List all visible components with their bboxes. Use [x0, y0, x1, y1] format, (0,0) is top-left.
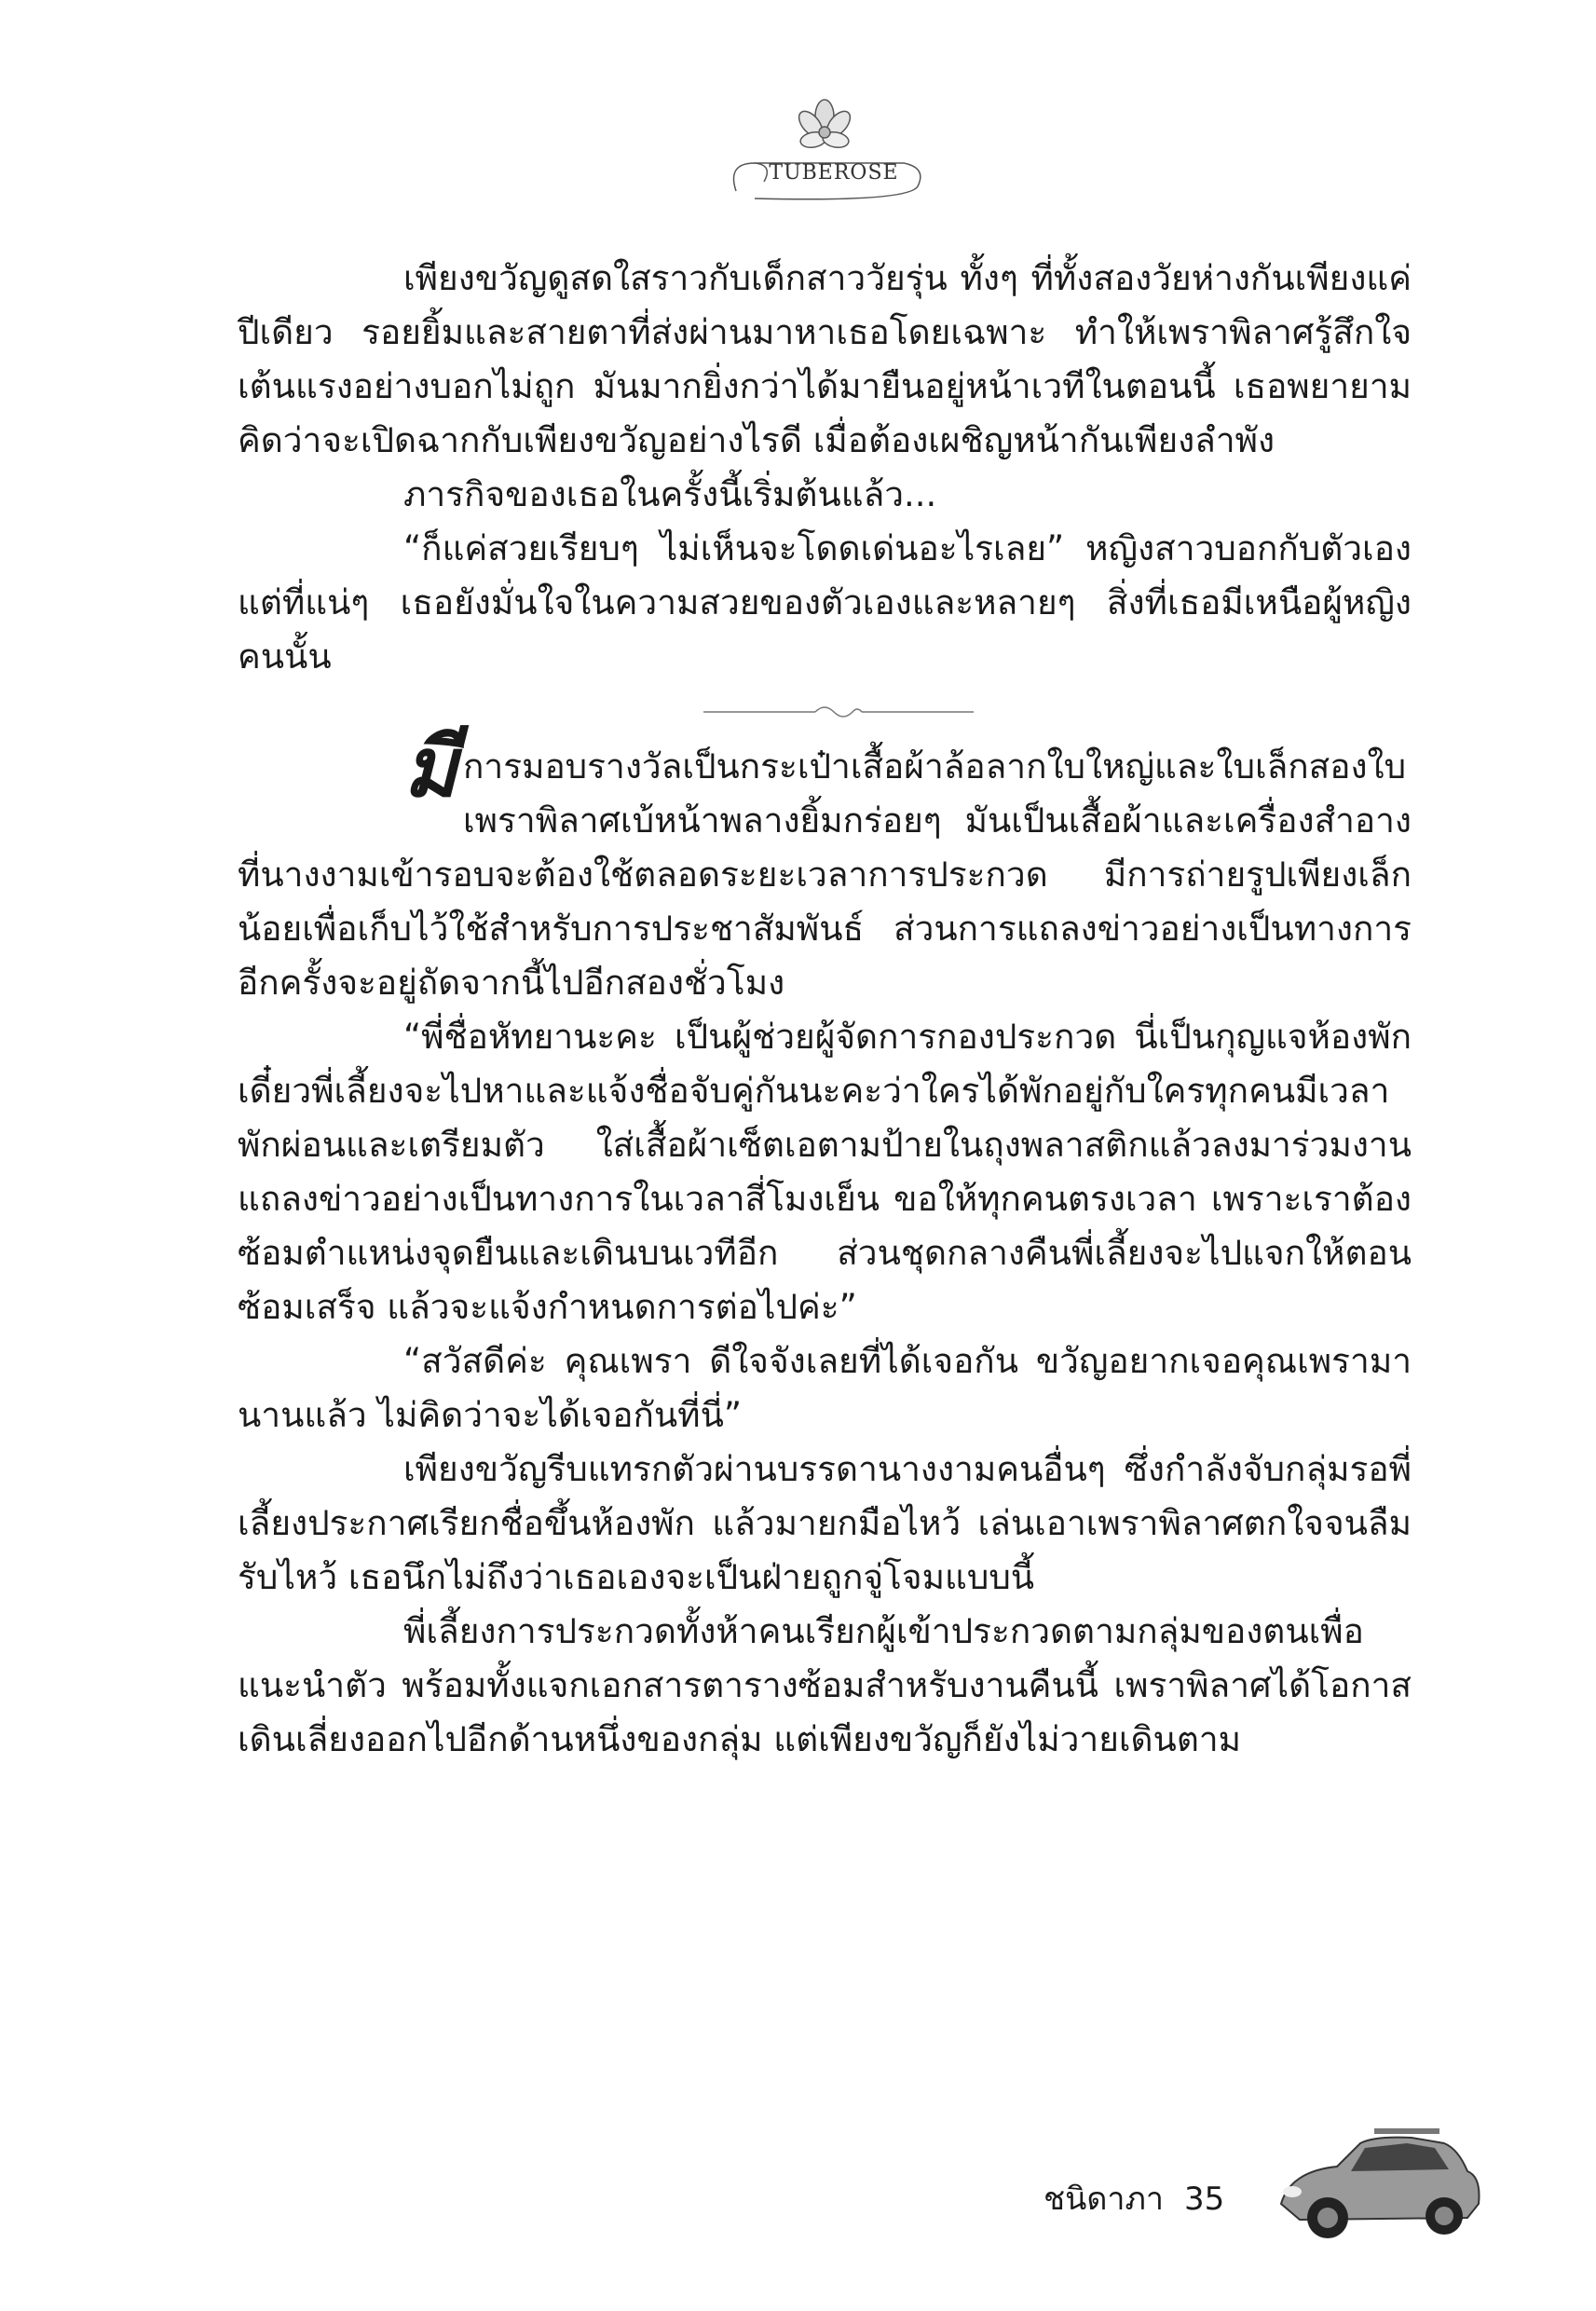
bottom-paragraphs: [238, 1010, 1412, 1767]
dropcap-paragraph: [238, 719, 1412, 1010]
paragraph: ภารกิจของเธอในครั้งนี้เริ่มต้นแล้ว...: [403, 474, 937, 514]
page-footer: [1044, 2171, 1258, 2227]
paragraph: “ก็แค่สวยเรียบๆ ไม่เห็นจะโดดเด่นอะไรเลย” หญิงสาวบอกกับตัวเอง แต่ที่แน่ๆ เธอยังมั่นใจในความสวยของตัวเองและหลายๆ สิ่งที่เธอมีเหนือผู้หญิงคนนั้น: [238, 528, 1412, 677]
ornament-divider-icon: [703, 693, 974, 731]
dropcap-paragraph-text: การมอบรางวัลเป็นกระเป๋าเสื้อผ้าล้อลากใบใหญ่และใบเล็กสองใบ เพราพิลาศเบ้หน้าพลางยิ้มกร่อยๆ มันเป็นเสื้อผ้าและเครื่องสำอางที่นางงามเข้ารอบจะต้องใช้ตลอดระยะเวลาการประกวด มีการถ่ายรูปเพียงเล็กน้อยเพื่อเก็บไว้ใช้สำหรับการประชาสัมพันธ์ ส่วนการแถลงข่าวอย่างเป็นทางการอีกครั้งจะอยู่ถัดจากนี้ไปอีกสองชั่วโมง: [238, 746, 1412, 1003]
tuberose-flower-icon: [717, 89, 932, 210]
car-illustration: [1272, 2115, 1486, 2255]
paragraph: เพียงขวัญดูสดใสราวกับเด็กสาววัยรุ่น ทั้งๆ ที่ทั้งสองวัยห่างกันเพียงแค่ปีเดียว รอยยิ้มและสายตาที่ส่งผ่านมาหาเธอโดยเฉพาะ ทำให้เพราพิลาศรู้สึกใจเต้นแรงอย่างบอกไม่ถูก มันมากยิ่งกว่าได้มายืนอยู่หน้าเวทีในตอนนี้ เธอพยายามคิดว่าจะเปิดฉากกับเพียงขวัญอย่างไรดี เมื่อต้องเผชิญหน้ากันเพียงลำพัง: [238, 258, 1412, 460]
header-logo: [717, 89, 932, 210]
paragraph: พี่เลี้ยงการประกวดทั้งห้าคนเรียกผู้เข้าประกวดตามกลุ่มของตนเพื่อแนะนำตัว พร้อมทั้งแจกเอกสารตารางซ้อมสำหรับงานคืนนี้ เพราพิลาศได้โอกาสเดินเลี่ยงออกไปอีกด้านหนึ่งของกลุ่ม แต่เพียงขวัญก็ยังไม่วายเดินตาม: [238, 1611, 1412, 1759]
top-paragraphs: [238, 252, 1412, 684]
drop-cap: มี: [403, 719, 458, 815]
paragraph: เพียงขวัญรีบแทรกตัวผ่านบรรดานางงามคนอื่นๆ ซึ่งกำลังจับกลุ่มรอพี่เลี้ยงประกาศเรียกชื่อขึ้นห้องพัก แล้วมายกมือไหว้ เล่นเอาเพราพิลาศตกใจจนลืมรับไหว้ เธอนึกไม่ถึงว่าเธอเองจะเป็นฝ่ายถูกจู่โจมแบบนี้: [238, 1449, 1412, 1597]
author-name: ชนิดาภา: [1044, 2181, 1164, 2218]
paragraph: “สวัสดีค่ะ คุณเพรา ดีใจจังเลยที่ได้เจอกัน ขวัญอยากเจอคุณเพรามานานแล้ว ไม่คิดว่าจะได้เจอกันที่นี่”: [238, 1341, 1412, 1435]
page-number: 35: [1184, 2181, 1225, 2218]
page-body: [238, 252, 1412, 1767]
paragraph: “พี่ชื่อหัทยานะคะ เป็นผู้ช่วยผู้จัดการกองประกวด นี่เป็นกุญแจห้องพัก เดี๋ยวพี่เลี้ยงจะไปหาและแจ้งชื่อจับคู่กันนะคะว่าใครได้พักอยู่กับใครทุกคนมีเวลาพักผ่อนและเตรียมตัว ใส่เสื้อผ้าเซ็ตเอตามป้ายในถุงพลาสติกแล้วลงมาร่วมงานแถลงข่าวอย่างเป็นทางการในเวลาสี่โมงเย็น ขอให้ทุกคนตรงเวลา เพราะเราต้องซ้อมตำแหน่งจุดยืนและเดินบนเวทีอีก ส่วนชุดกลางคืนพี่เลี้ยงจะไปแจกให้ตอนซ้อมเสร็จ แล้วจะแจ้งกำหนดการต่อไปค่ะ”: [238, 1017, 1412, 1327]
car-icon: [1272, 2115, 1486, 2255]
logo-text: TUBEROSE: [769, 161, 899, 185]
